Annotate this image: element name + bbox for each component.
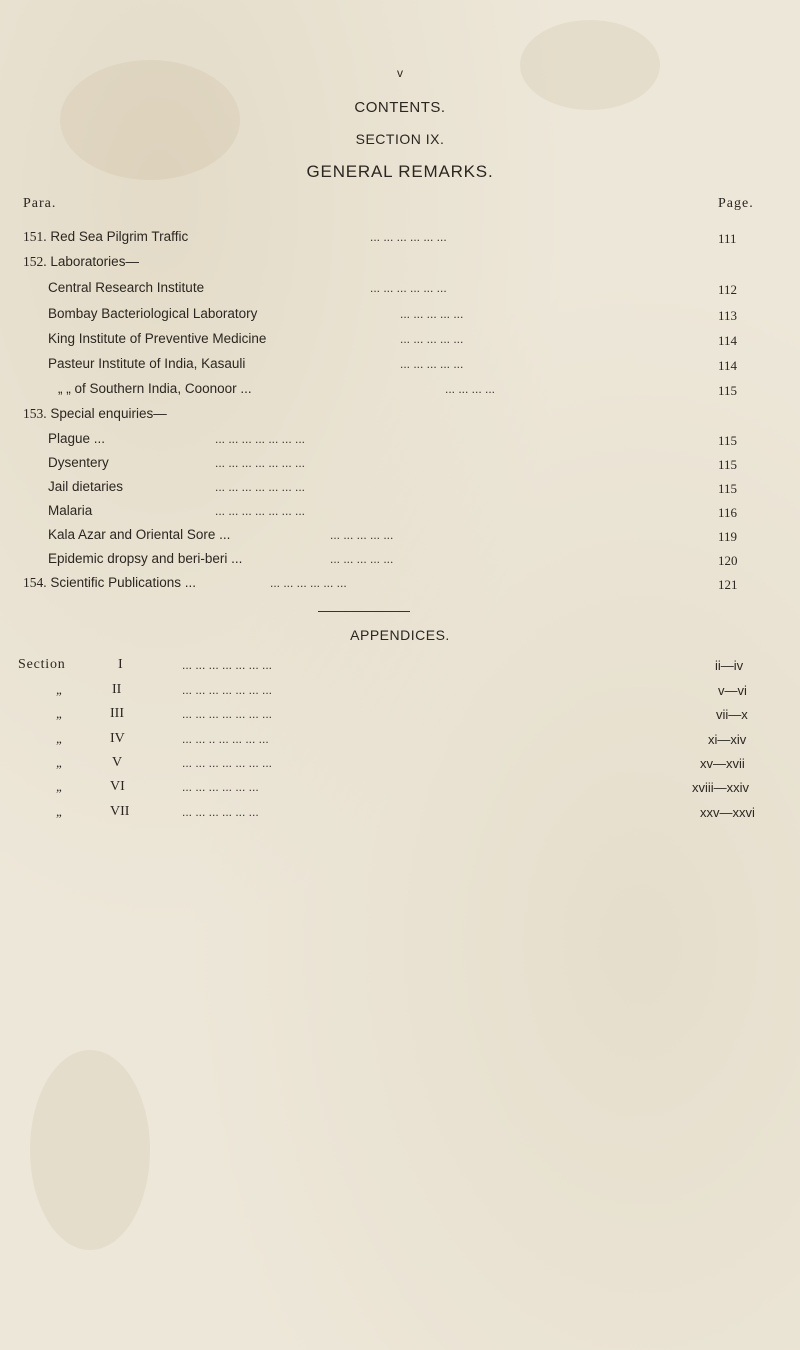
entry-label: Scientific Publications ... <box>50 575 196 590</box>
toc-entry-151 <box>23 229 188 245</box>
appendices-heading: APPENDICES. <box>350 627 450 643</box>
appendix-page-range: ii—iv <box>715 658 744 673</box>
appendix-roman: VI <box>110 779 125 794</box>
appendix-page-range: vii—x <box>716 707 748 722</box>
toc-entry-malaria <box>48 503 92 518</box>
leader-dots: ... ... ... ... ... ... <box>182 805 259 819</box>
leader-dots: ... ... ... ... ... ... <box>270 576 347 590</box>
divider-rule <box>318 611 410 612</box>
entry-number: 151. <box>23 229 47 244</box>
section-title: GENERAL REMARKS. <box>306 162 494 181</box>
page-number: v <box>397 66 403 80</box>
entry-page: 119 <box>718 529 738 544</box>
appendix-section-label: Section <box>18 657 66 672</box>
appendix-roman: VII <box>110 804 130 819</box>
leader-dots: ... ... ... ... ... <box>400 307 464 321</box>
entry-label: Dysentery <box>48 455 109 470</box>
appendix-page-range: xviii—xxiv <box>692 780 750 795</box>
entry-page: 114 <box>718 358 738 373</box>
entry-label: Jail dietaries <box>48 479 124 494</box>
entry-page: 114 <box>718 333 738 348</box>
appendix-roman: V <box>112 755 123 770</box>
toc-entry-152 <box>23 254 139 270</box>
entry-label: Malaria <box>48 503 93 518</box>
entry-page: 116 <box>718 505 738 520</box>
appendix-page-range: xi—xiv <box>708 732 747 747</box>
toc-entry-plague <box>48 431 105 446</box>
leader-dots: ... ... ... ... ... <box>400 357 464 371</box>
toc-entry-kala-azar <box>48 527 230 542</box>
leader-dots: ... ... ... ... ... <box>400 332 464 346</box>
para-column-header: Para. <box>23 196 57 211</box>
entry-label: Pasteur Institute of India, Kasauli <box>48 356 246 371</box>
entry-number: 153. <box>23 406 47 421</box>
toc-entry-king-institute <box>48 331 266 346</box>
appendix-page-range: xv—xvii <box>700 756 745 771</box>
toc-entry-153 <box>23 406 167 422</box>
entry-page: 115 <box>718 383 738 398</box>
toc-entry-pasteur-coonoor <box>58 381 252 396</box>
leader-dots: ... ... ... ... ... ... ... <box>182 707 273 721</box>
ditto-mark: „ <box>56 804 64 819</box>
entry-number: 152. <box>23 254 47 269</box>
leader-dots: ... ... ... ... ... ... ... <box>182 683 273 697</box>
page-column-header: Page. <box>718 196 754 211</box>
leader-dots: ... ... ... ... ... ... <box>182 780 259 794</box>
paper-stain <box>30 1050 150 1250</box>
appendix-roman: III <box>110 706 124 721</box>
entry-label: King Institute of Preventive Medicine <box>48 331 267 346</box>
paper-stain <box>520 20 660 110</box>
leader-dots: ... ... ... ... ... <box>330 552 394 566</box>
leader-dots: ... ... ... ... ... ... ... <box>215 432 306 446</box>
entry-page: 113 <box>718 308 738 323</box>
entry-label: Laboratories— <box>50 254 139 269</box>
appendix-page-range: v—vi <box>718 683 747 698</box>
contents-heading: CONTENTS. <box>354 99 446 116</box>
section-heading: SECTION IX. <box>355 131 445 147</box>
entry-label: Red Sea Pilgrim Traffic <box>50 229 189 244</box>
entry-label: Special enquiries— <box>50 406 167 421</box>
entry-number: 154. <box>23 575 47 590</box>
entry-label: Kala Azar and Oriental Sore ... <box>48 527 231 542</box>
appendix-roman: I <box>118 657 123 672</box>
toc-entry-epidemic-dropsy <box>48 551 242 566</box>
leader-dots: ... ... ... ... ... ... ... <box>215 504 306 518</box>
entry-page: 112 <box>718 282 738 297</box>
toc-entry-bombay <box>48 306 257 321</box>
entry-label: Bombay Bacteriological Laboratory <box>48 306 258 321</box>
appendix-roman: II <box>112 682 122 697</box>
leader-dots: ... ... ... ... ... ... <box>370 281 447 295</box>
entry-page: 111 <box>718 231 737 246</box>
toc-entry-jail-dietaries <box>48 479 123 494</box>
entry-label: „ „ of Southern India, Coonoor ... <box>58 381 252 396</box>
entry-page: 115 <box>718 457 738 472</box>
entry-label: Central Research Institute <box>48 280 205 295</box>
entry-page: 115 <box>718 433 738 448</box>
entry-page: 115 <box>718 481 738 496</box>
toc-entry-dysentery <box>48 455 109 470</box>
entry-label: Epidemic dropsy and beri-beri ... <box>48 551 243 566</box>
entry-page: 120 <box>718 553 738 568</box>
toc-entry-central-research <box>48 280 204 295</box>
leader-dots: ... ... .. ... ... ... ... <box>182 732 269 746</box>
entry-label: Plague ... <box>48 431 106 446</box>
entry-page: 121 <box>718 577 738 592</box>
appendix-page-range: xxv—xxvi <box>700 805 755 820</box>
ditto-mark: „ <box>56 682 64 697</box>
toc-entry-pasteur-kasauli <box>48 356 245 371</box>
leader-dots: ... ... ... ... ... ... ... <box>182 658 273 672</box>
leader-dots: ... ... ... ... ... ... ... <box>215 456 306 470</box>
ditto-mark: „ <box>56 731 64 746</box>
leader-dots: ... ... ... ... ... ... ... <box>182 756 273 770</box>
ditto-mark: „ <box>56 755 64 770</box>
toc-entry-154 <box>23 575 196 591</box>
appendix-roman: IV <box>110 731 125 746</box>
leader-dots: ... ... ... ... <box>445 382 496 396</box>
leader-dots: ... ... ... ... ... ... <box>370 230 447 244</box>
leader-dots: ... ... ... ... ... <box>330 528 394 542</box>
ditto-mark: „ <box>56 706 64 721</box>
ditto-mark: „ <box>56 779 64 794</box>
leader-dots: ... ... ... ... ... ... ... <box>215 480 306 494</box>
